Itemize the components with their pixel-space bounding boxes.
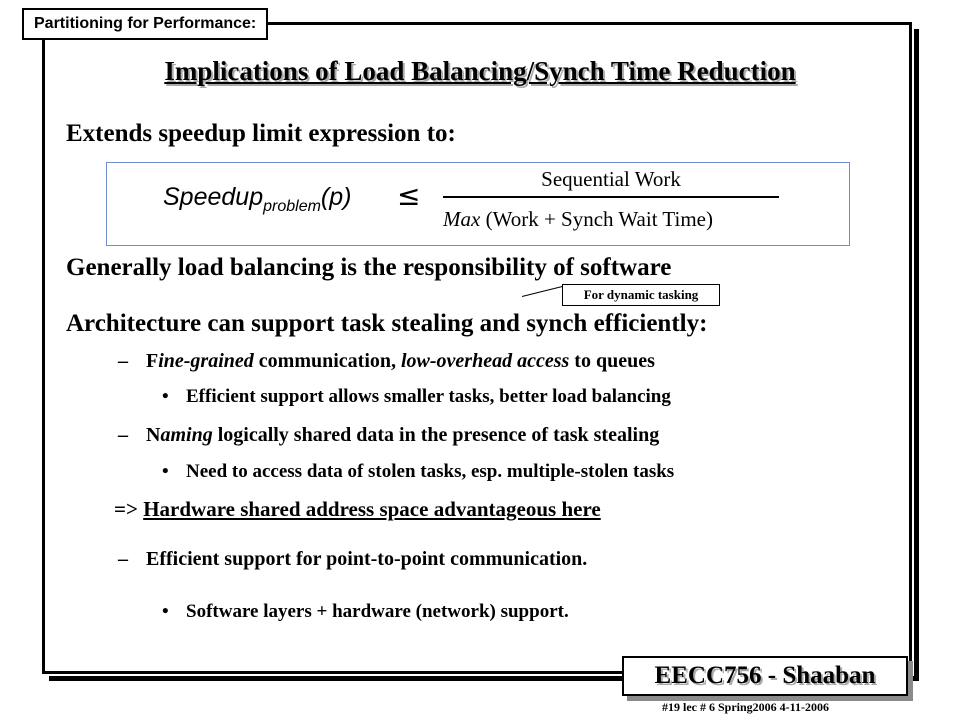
- heading-load-balancing: Generally load balancing is the responsibility of software: [66, 254, 672, 281]
- subpoint-smaller-tasks-text: Efficient support allows smaller tasks, better load balancing: [186, 386, 671, 407]
- heading-architecture: Architecture can support task stealing and synch efficiently:: [66, 310, 708, 337]
- bullet-marker: •: [162, 386, 169, 407]
- dash-marker: –: [118, 548, 128, 570]
- point-fine-grained-post: to queues: [569, 350, 655, 372]
- conclusion-shared-address-space: [114, 497, 601, 522]
- subpoint-stolen-tasks-text: Need to access data of stolen tasks, esp. multiple-stolen tasks: [186, 461, 675, 482]
- bullet-marker: •: [162, 601, 169, 622]
- point-naming-post: logically shared data in the presence of task stealing: [212, 424, 660, 446]
- point-point-to-point-text: Efficient support for point-to-point communication.: [146, 548, 588, 570]
- point-naming: [118, 424, 659, 447]
- point-naming-italic: aming: [160, 424, 213, 446]
- point-naming-pre: N: [146, 424, 161, 446]
- formula-relation: ≤: [397, 179, 421, 212]
- subpoint-software-layers-text: Software layers + hardware (network) support.: [186, 601, 569, 622]
- dash-marker: –: [118, 350, 128, 372]
- formula-lhs-main: Speedup: [163, 183, 264, 211]
- point-fine-grained-italic1: ine-grained: [158, 350, 254, 372]
- heading-speedup-limit: Extends speedup limit expression to:: [66, 120, 456, 147]
- formula-lhs: [163, 183, 351, 216]
- formula-denominator: [443, 207, 713, 232]
- subpoint-software-layers: [162, 601, 569, 623]
- slide-title: Implications of Load Balancing/Synch Time Reduction: [164, 56, 796, 86]
- conclusion-text: Hardware shared address space advantageous here: [143, 497, 601, 521]
- point-fine-grained-mid: communication,: [253, 350, 401, 372]
- callout-dynamic-tasking: For dynamic tasking: [562, 284, 720, 306]
- formula-lhs-subscript: problem: [263, 198, 321, 215]
- point-fine-grained-italic2: low-overhead access: [401, 350, 570, 372]
- formula-denominator-rest: (Work + Synch Wait Time): [480, 207, 713, 231]
- formula-max: Max: [443, 207, 481, 231]
- point-fine-grained-pre: F: [146, 350, 159, 372]
- subpoint-smaller-tasks: [162, 386, 671, 408]
- formula-fraction-bar: [443, 196, 779, 198]
- footer-meta: #19 lec # 6 Spring2006 4-11-2006: [662, 700, 829, 714]
- formula-numerator: Sequential Work: [541, 167, 681, 191]
- formula-lhs-arg: (p): [320, 183, 352, 211]
- subpoint-stolen-tasks: [162, 461, 674, 483]
- topic-tag: Partitioning for Performance:: [22, 8, 268, 40]
- dash-marker: –: [118, 424, 128, 446]
- point-point-to-point: [118, 548, 587, 571]
- bullet-marker: •: [162, 461, 169, 482]
- speedup-formula: [106, 162, 850, 246]
- point-fine-grained: [118, 350, 655, 373]
- footer-course-label: EECC756 - Shaaban: [622, 656, 908, 696]
- conclusion-arrow: =>: [114, 497, 144, 521]
